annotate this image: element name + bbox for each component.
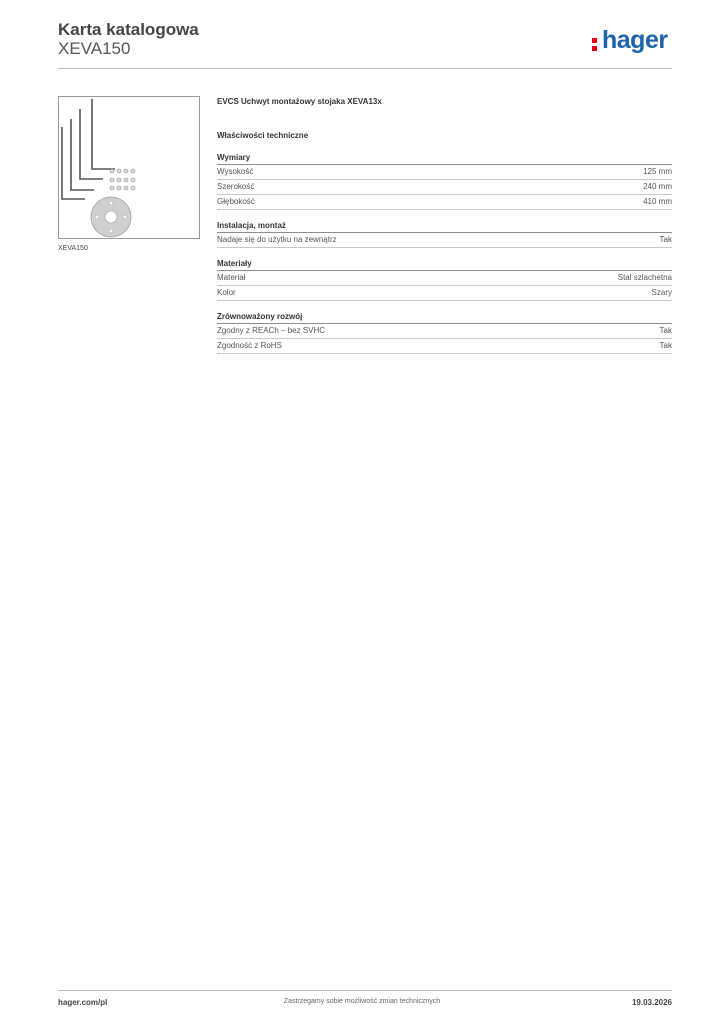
section-dimensions (217, 152, 672, 210)
section-title: Wymiary (217, 152, 672, 165)
spec-row (217, 286, 672, 301)
logo-mark-icon (592, 38, 598, 52)
spec-row (217, 165, 672, 180)
section-title: Instalacja, montaż (217, 220, 672, 233)
spec-value: Tak (659, 341, 672, 350)
spec-label: Wysokość (217, 167, 254, 176)
spec-row (217, 339, 672, 354)
spec-value: Szary (651, 288, 672, 297)
spec-row (217, 271, 672, 286)
spec-row (217, 324, 672, 339)
spec-label: Zgodny z REACh – bez SVHC (217, 326, 326, 335)
tech-heading: Właściwości techniczne (217, 131, 309, 140)
spec-label: Szerokość (217, 182, 255, 191)
spec-value: Tak (659, 326, 672, 335)
logo-text: hager (602, 26, 668, 54)
section-title: Materiały (217, 258, 672, 271)
spec-label: Głębokość (217, 197, 255, 206)
spec-value: 125 mm (643, 167, 672, 176)
header-divider (58, 68, 672, 69)
footer-website-link[interactable]: hager.com/pl (58, 998, 108, 1007)
spec-value: Tak (659, 235, 672, 244)
document-title: Karta katalogowa (58, 20, 199, 39)
footer-divider (58, 990, 672, 991)
product-name: EVCS Uchwyt montażowy stojaka XEVA13x (217, 97, 382, 106)
section-title: Zrównoważony rozwój (217, 311, 672, 324)
spec-row (217, 195, 672, 210)
product-reference: XEVA150 (58, 39, 131, 58)
product-image (58, 96, 200, 239)
image-caption: XEVA150 (58, 245, 88, 252)
hager-logo[interactable] (590, 26, 674, 58)
footer-disclaimer: Zastrzegamy sobie możliwość zmian technicznych (283, 998, 441, 1005)
section-sustainability (217, 311, 672, 354)
spec-row (217, 233, 672, 248)
product-details (217, 96, 672, 354)
spec-label: Kolor (217, 288, 236, 297)
mounting-bracket-icon (59, 97, 201, 240)
spec-value: 240 mm (643, 182, 672, 191)
spec-value: Stal szlachetna (617, 273, 672, 282)
footer-date: 19.03.2026 (631, 998, 672, 1007)
section-materials (217, 258, 672, 301)
spec-label: Materiał (217, 273, 246, 282)
section-installation (217, 220, 672, 248)
spec-row (217, 180, 672, 195)
spec-label: Zgodność z RoHS (217, 341, 282, 350)
spec-label: Nadaje się do użytku na zewnątrz (217, 235, 337, 244)
spec-value: 410 mm (643, 197, 672, 206)
